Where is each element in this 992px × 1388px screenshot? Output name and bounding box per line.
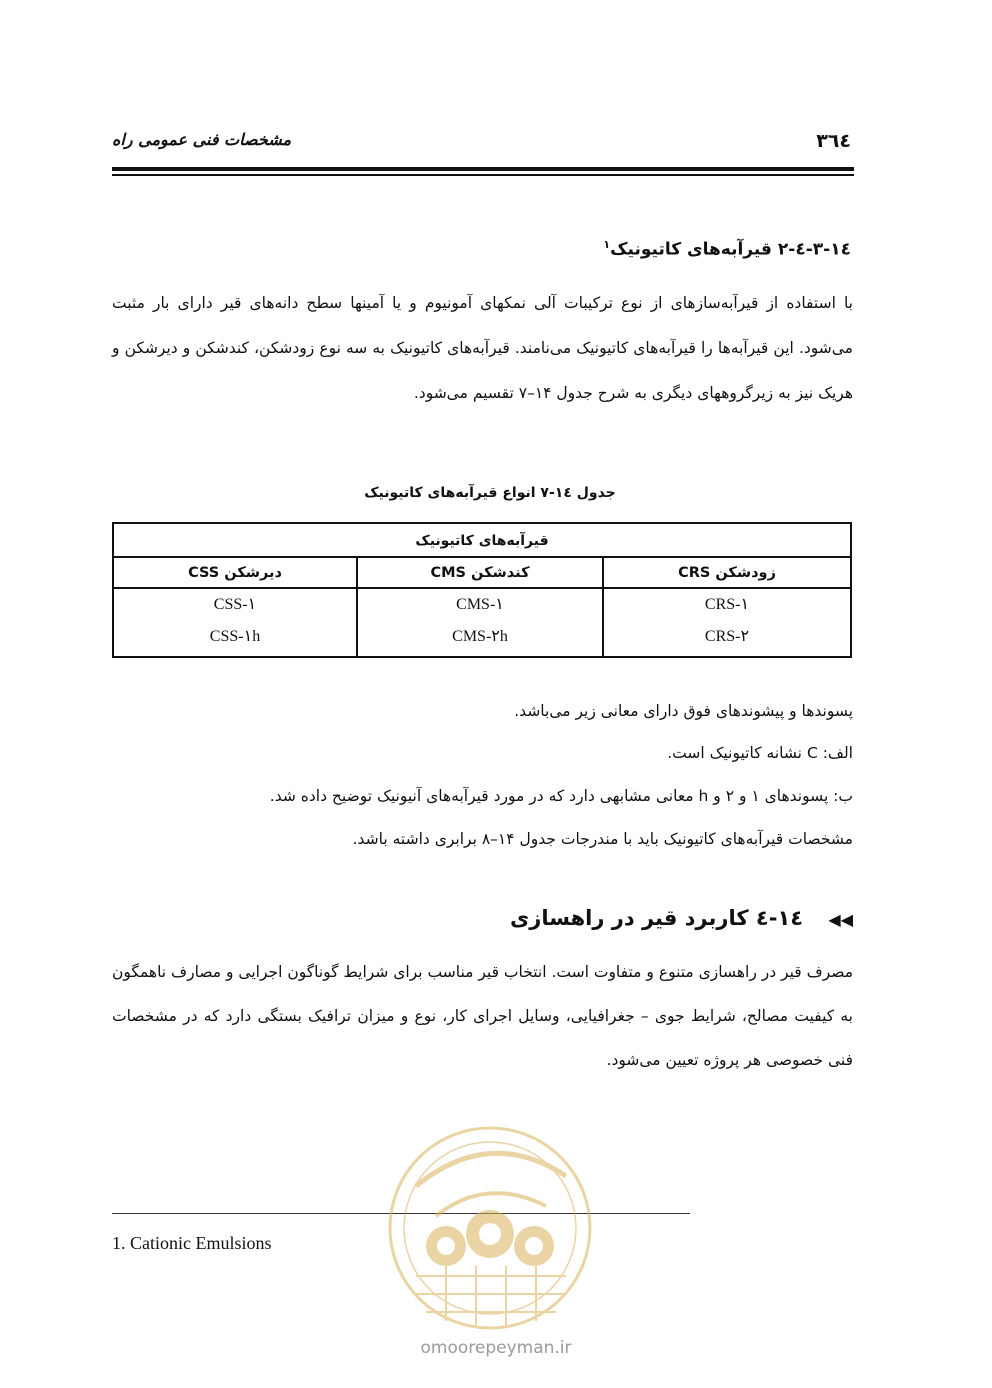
double-arrow-icon: ◀◀: [828, 910, 853, 929]
table-cell: CRS-۲: [704, 628, 750, 645]
section2-title: کاربرد قیر در راهسازی: [510, 906, 749, 930]
section2-heading: [300, 906, 853, 930]
column-header: زودشکن CRS: [604, 558, 850, 589]
header-rule-thick: [112, 167, 854, 171]
note-a: الف: C نشانه کاتیونیک است.: [667, 744, 853, 762]
table-cell: CSS-۱: [213, 596, 257, 613]
section-number: ۱٤-۳-٤-۲: [777, 239, 851, 260]
table-cell: CRS-۱: [704, 596, 750, 613]
table-column-css: [114, 558, 358, 656]
table-cell: CSS-۱h: [209, 628, 261, 645]
table-caption: جدول ۱٤-۷ انواع قیرآبه‌های کاتیونیک: [364, 485, 616, 501]
paragraph-cationic: با استفاده از قیرآبه‌سازهای از نوع ترکیبات آلی نمکهای آمونیوم و یا آمینها سطح دانه‌های قیر دارای بار مثبت می‌شود. این قیرآبه‌ها را قیرآبه‌های کاتیونیک می‌نامند. قیرآبه‌های کاتیونیک به سه نوع زودشکن، کندشکن و دیرشکن و هریک نیز به زیرگروههای دیگری به شرح جدول ۱۴–۷ تقسیم می‌شود.: [112, 294, 853, 402]
note-spec: مشخصات قیرآبه‌های کاتیونیک باید با مندرجات جدول ۱۴–۸ برابری داشته باشد.: [352, 830, 853, 848]
watermark-logo-icon: [376, 1116, 604, 1346]
notes-intro: پسوندها و پیشوندهای فوق دارای معانی زیر می‌باشد.: [514, 702, 853, 720]
emulsion-table: [112, 522, 852, 658]
header-rule-thin: [112, 174, 854, 176]
footnote-mark: ۱: [603, 238, 611, 251]
table-column-cms: [358, 558, 604, 656]
paragraph-usage: مصرف قیر در راهسازی متنوع و متفاوت است. انتخاب قیر مناسب برای شرایط گوناگون اجرایی و مصارف ناهمگون به کیفیت مصالح، شرایط جوی – جغرافیایی، وسایل اجرای کار، نوع و میزان ترافیک بستگی دارد که در مشخصات فنی خصوصی هر پروژه تعیین می‌شود.: [112, 963, 853, 1069]
footnote-text: 1. Cationic Emulsions: [112, 1233, 272, 1253]
section2-number: ۱٤-٤: [755, 906, 804, 930]
section-heading: [300, 238, 851, 260]
column-header: کندشکن CMS: [358, 558, 602, 589]
table-cell: CMS-۱: [456, 596, 504, 613]
page-number: ۳٦٤: [816, 130, 851, 152]
watermark-site: omoorepeyman.ir: [420, 1338, 572, 1358]
note-b: ب: پسوندهای ۱ و ۲ و h معانی مشابهی دارد که در مورد قیرآبه‌های آنیونیک توضیح داده شد.: [269, 787, 853, 805]
table-column-crs: [604, 558, 850, 656]
running-title: مشخصات فنی عمومی راه: [112, 130, 292, 149]
table-group-header: قیرآبه‌های کاتیونیک: [114, 524, 850, 558]
table-cell: CMS-۲h: [452, 628, 508, 645]
section-title: قیرآبه‌های کاتیونیک: [610, 239, 772, 260]
column-header: دیرشکن CSS: [114, 558, 356, 589]
